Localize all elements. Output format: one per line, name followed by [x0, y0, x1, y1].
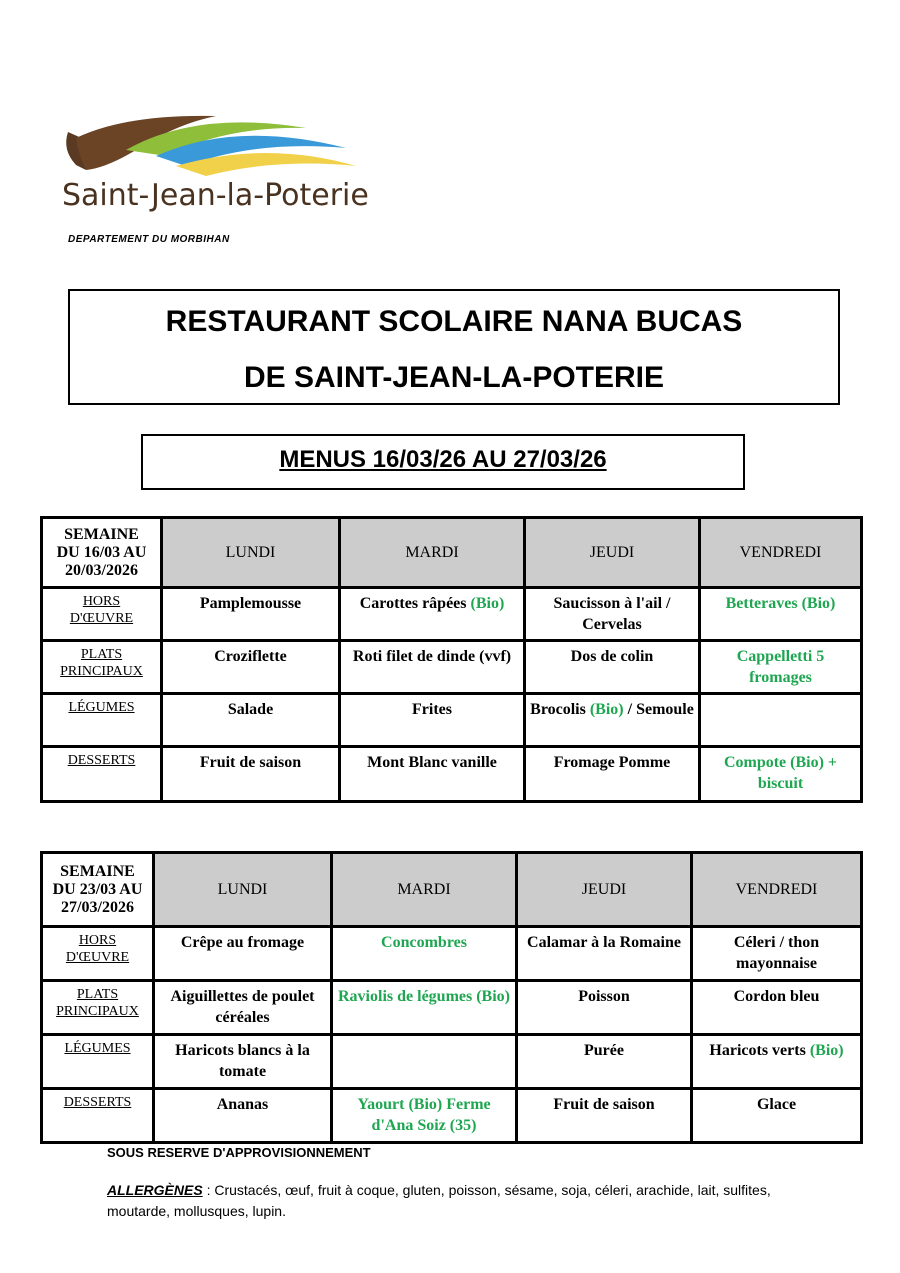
logo-text: Saint-Jean-la-Poterie	[62, 178, 369, 213]
menu-cell: Crêpe au fromage	[154, 927, 332, 981]
day-header: VENDREDI	[692, 853, 862, 927]
category-hors-doeuvre: HORS D'ŒUVRE	[42, 588, 162, 641]
menu-cell: Haricots verts (Bio)	[692, 1035, 862, 1089]
menu-cell: Purée	[517, 1035, 692, 1089]
menu-cell: Raviolis de légumes (Bio)	[332, 981, 517, 1035]
category-legumes: LÉGUMES	[42, 1035, 154, 1089]
menu-cell: Pamplemousse	[162, 588, 340, 641]
menu-cell: Glace	[692, 1089, 862, 1143]
category-desserts: DESSERTS	[42, 747, 162, 802]
menu-period: MENUS 16/03/26 AU 27/03/26	[279, 446, 607, 473]
menu-cell: Fromage Pomme	[525, 747, 700, 802]
menu-cell: Roti filet de dinde (vvf)	[340, 641, 525, 694]
menu-cell: Fruit de saison	[162, 747, 340, 802]
menu-cell: Mont Blanc vanille	[340, 747, 525, 802]
menu-cell: Aiguillettes de poulet céréales	[154, 981, 332, 1035]
menu-cell: Ananas	[154, 1089, 332, 1143]
menu-table-week1	[40, 516, 863, 803]
menu-cell: Brocolis (Bio) / Semoule	[525, 694, 700, 747]
category-legumes: LÉGUMES	[42, 694, 162, 747]
menu-period-box	[141, 434, 745, 490]
title-line-2: DE SAINT-JEAN-LA-POTERIE	[243, 361, 665, 394]
menu-cell: Céleri / thon mayonnaise	[692, 927, 862, 981]
allergens-notice	[107, 1180, 797, 1222]
day-header: JEUDI	[525, 518, 700, 588]
day-header: LUNDI	[154, 853, 332, 927]
menu-cell: Calamar à la Romaine	[517, 927, 692, 981]
menu-cell: Carottes râpées (Bio)	[340, 588, 525, 641]
menu-cell: Salade	[162, 694, 340, 747]
menu-cell: Haricots blancs à la tomate	[154, 1035, 332, 1089]
menu-cell: Concombres	[332, 927, 517, 981]
menu-cell: Saucisson à l'ail / Cervelas	[525, 588, 700, 641]
day-header: MARDI	[332, 853, 517, 927]
department-label: DEPARTEMENT DU MORBIHAN	[68, 234, 230, 245]
category-plats-principaux: PLATS PRINCIPAUX	[42, 981, 154, 1035]
day-header: VENDREDI	[700, 518, 862, 588]
menu-cell: Fruit de saison	[517, 1089, 692, 1143]
category-desserts: DESSERTS	[42, 1089, 154, 1143]
category-hors-doeuvre: HORS D'ŒUVRE	[42, 927, 154, 981]
menu-cell-empty	[700, 694, 862, 747]
menu-cell: Poisson	[517, 981, 692, 1035]
menu-cell: Cordon bleu	[692, 981, 862, 1035]
week-label: SEMAINE DU 16/03 AU 20/03/2026	[42, 518, 162, 588]
supply-note: SOUS RESERVE D'APPROVISIONNEMENT	[107, 1145, 371, 1160]
menu-cell: Dos de colin	[525, 641, 700, 694]
category-plats-principaux: PLATS PRINCIPAUX	[42, 641, 162, 694]
day-header: LUNDI	[162, 518, 340, 588]
menu-cell: Frites	[340, 694, 525, 747]
day-header: MARDI	[340, 518, 525, 588]
title-line-1: RESTAURANT SCOLAIRE NANA BUCAS	[165, 305, 743, 338]
day-header: JEUDI	[517, 853, 692, 927]
week-label: SEMAINE DU 23/03 AU 27/03/2026	[42, 853, 154, 927]
menu-cell: Compote (Bio) + biscuit	[700, 747, 862, 802]
menu-cell: Croziflette	[162, 641, 340, 694]
menu-cell: Betteraves (Bio)	[700, 588, 862, 641]
menu-table-week2	[40, 851, 863, 1144]
title-box	[68, 289, 840, 405]
menu-cell: Yaourt (Bio) Ferme d'Ana Soiz (35)	[332, 1089, 517, 1143]
allergens-text: : Crustacés, œuf, fruit à coque, gluten, poisson, sésame, soja, céleri, arachide, lait, sulfites, moutarde, mollusques, lupin.	[107, 1182, 771, 1219]
menu-cell: Cappelletti 5 fromages	[700, 641, 862, 694]
menu-cell-empty	[332, 1035, 517, 1089]
allergens-label: ALLERGÈNES	[107, 1182, 203, 1198]
